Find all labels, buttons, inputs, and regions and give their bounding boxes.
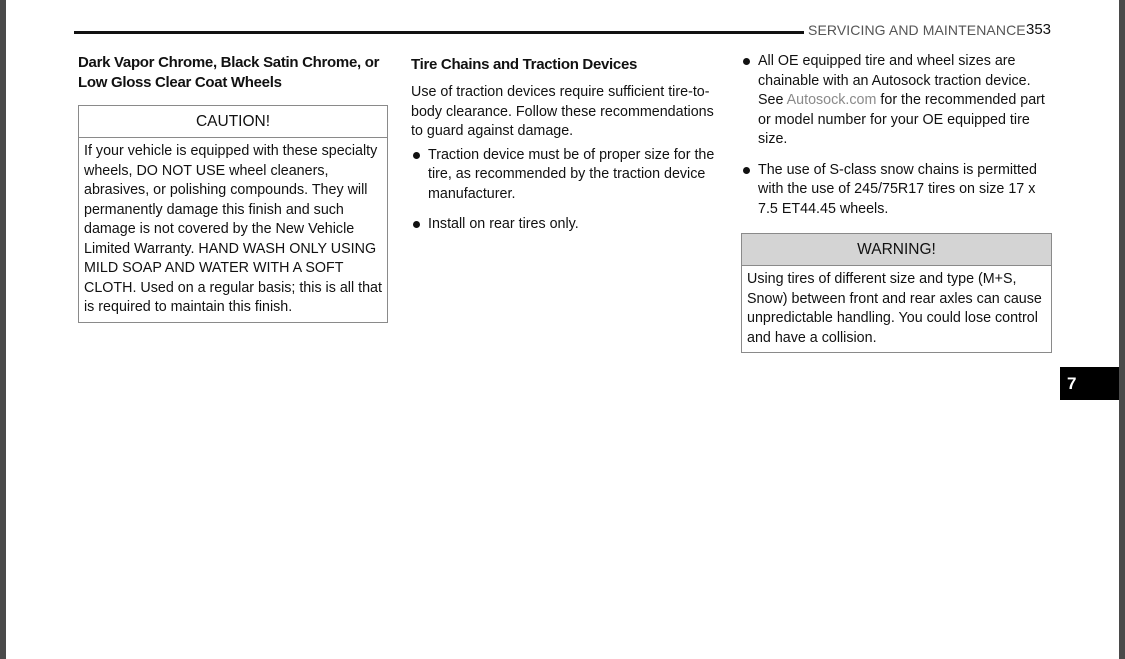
manual-page [6, 0, 1119, 659]
wheels-heading [78, 53, 390, 93]
header-rule [74, 31, 804, 34]
autosock-link[interactable]: Autosock.com [786, 92, 877, 108]
bullet-item: Install on rear tires only. [411, 215, 723, 235]
bullet-item: Traction device must be of proper size for the tire, as recommended by the traction device manufacturer. [411, 146, 723, 205]
warning-title: WARNING! [742, 234, 1051, 266]
column-2 [411, 52, 723, 235]
caution-body: If your vehicle is equipped with these specialty wheels, DO NOT USE wheel cleaners, abrasives, or polishing compounds. They will permanently damage this finish and such damage is not covered by the New Vehicle Limited Warranty. HAND WASH ONLY USING MILD SOAP AND WATER WITH A SOFT CLOTH. Used on a regular basis; this is all that is required to maintain this finish. [84, 143, 382, 315]
bullet-item-autosock [741, 52, 1053, 150]
section-title: SERVICING AND MAINTENANCE [808, 22, 1026, 38]
warning-body: Using tires of different size and type (M+S, Snow) between front and rear axles can cause unpredictable handling. You could lose control and have a collision. [747, 271, 1042, 346]
bullet-item: The use of S-class snow chains is permitted with the use of 245/75R17 tires on size 17 x 7.5 ET44.45 wheels. [741, 161, 1053, 220]
bullet-text: for the recommended part or model number for your OE equipped tire size. [758, 92, 1045, 147]
column-1 [78, 52, 390, 323]
wheels-heading-line-2: Low Gloss Clear Coat Wheels [78, 74, 282, 91]
warning-box [741, 233, 1052, 353]
page-number: 353 [1026, 21, 1052, 38]
wheels-heading-line-1: Dark Vapor Chrome, Black Satin Chrome, or [78, 54, 380, 71]
tire-chains-intro: Use of traction devices require sufficient tire-to-body clearance. Follow these recommendations to guard against damage. [411, 84, 714, 139]
bullet-text: All OE equipped tire and wheel sizes are chainable with an Autosock traction device. See [758, 53, 1031, 108]
caution-title: CAUTION! [79, 106, 387, 138]
column-3 [741, 52, 1053, 353]
tire-chains-bullets [411, 146, 723, 235]
chapter-tab: 7 [1060, 367, 1119, 400]
tire-chains-heading: Tire Chains and Traction Devices [411, 56, 638, 73]
caution-box [78, 105, 388, 323]
chain-bullets [741, 52, 1053, 219]
